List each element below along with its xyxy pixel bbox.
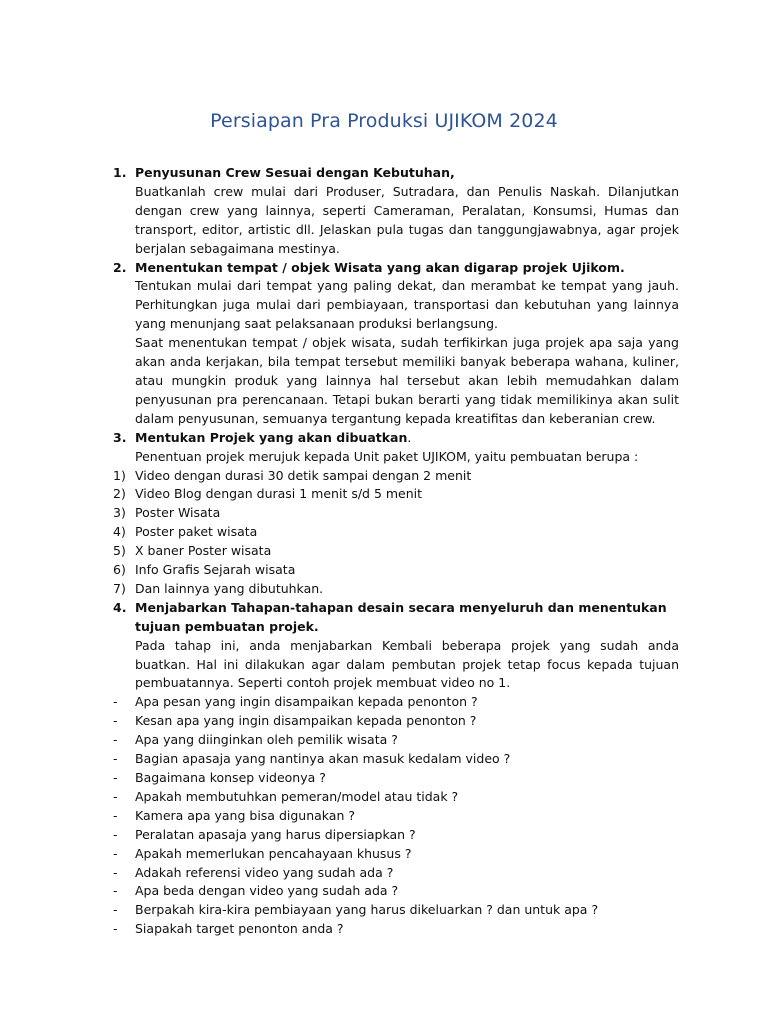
list-marker: - bbox=[113, 864, 118, 880]
list-item bbox=[113, 467, 679, 486]
list-item-text: Apa yang diinginkan oleh pemilik wisata ? bbox=[135, 732, 398, 748]
list-item bbox=[113, 788, 679, 807]
section-4 bbox=[113, 599, 679, 694]
list-item bbox=[113, 882, 679, 901]
question-list bbox=[113, 693, 679, 939]
list-item bbox=[113, 769, 679, 788]
list-item bbox=[113, 485, 679, 504]
section-heading: Menjabarkan Tahapan-tahapan desain secara menyeluruh dan menentukan tujuan pembuatan projek. bbox=[135, 599, 667, 634]
list-marker: - bbox=[113, 826, 118, 842]
list-marker: - bbox=[113, 921, 118, 937]
numbered-list bbox=[113, 467, 679, 599]
section-paragraph: Pada tahap ini, anda menjabarkan Kembali beberapa projek yang sudah anda buatkan. Hal ini dilakukan agar dalam pembutan projek tetap focus kepada tujuan pembuatannya. Seperti contoh projek membuat video no 1. bbox=[135, 637, 679, 691]
list-item bbox=[113, 920, 679, 939]
list-marker: 7) bbox=[113, 580, 126, 596]
section-2 bbox=[113, 259, 679, 429]
list-marker: - bbox=[113, 883, 118, 899]
section-number: 2. bbox=[113, 259, 127, 275]
list-item bbox=[113, 901, 679, 920]
section-heading: Menentukan tempat / objek Wisata yang akan digarap projek Ujikom. bbox=[135, 259, 625, 275]
list-item-text: Bagian apasaja yang nantinya akan masuk kedalam video ? bbox=[135, 751, 511, 767]
document-body bbox=[113, 164, 679, 939]
list-marker: 6) bbox=[113, 562, 126, 578]
list-marker: - bbox=[113, 751, 118, 767]
list-marker: - bbox=[113, 770, 118, 785]
section-number: 1. bbox=[113, 165, 127, 180]
list-item-text: Apakah memerlukan pencahayaan khusus ? bbox=[135, 845, 412, 861]
list-item bbox=[113, 561, 679, 580]
list-marker: 2) bbox=[113, 486, 126, 502]
list-item bbox=[113, 542, 679, 561]
list-marker: 3) bbox=[113, 505, 126, 521]
list-item bbox=[113, 693, 679, 712]
list-marker: - bbox=[113, 902, 118, 918]
section-1 bbox=[113, 164, 679, 259]
list-item bbox=[113, 845, 679, 864]
document-title: Persiapan Pra Produksi UJIKOM 2024 bbox=[210, 110, 558, 132]
list-item bbox=[113, 750, 679, 769]
list-item bbox=[113, 504, 679, 523]
list-item-text: Apakah membutuhkan pemeran/model atau tidak ? bbox=[135, 788, 459, 804]
list-item-text: Apa pesan yang ingin disampaikan kepada penonton ? bbox=[135, 694, 478, 710]
list-item-text: Peralatan apasaja yang harus dipersiapkan ? bbox=[135, 826, 416, 842]
list-item-text: Apa beda dengan video yang sudah ada ? bbox=[135, 883, 399, 899]
list-item-text: Kesan apa yang ingin disampaikan kepada penonton ? bbox=[135, 713, 477, 729]
list-marker: - bbox=[113, 732, 118, 748]
section-number: 3. bbox=[113, 429, 127, 445]
list-item-text: Poster paket wisata bbox=[135, 524, 258, 540]
list-item-text: Video Blog dengan durasi 1 menit s/d 5 menit bbox=[135, 486, 423, 502]
list-item-text: Poster Wisata bbox=[135, 505, 221, 521]
list-item bbox=[113, 864, 679, 883]
list-marker: 4) bbox=[113, 524, 126, 540]
section-heading: Mentukan Projek yang akan dibuatkan bbox=[135, 429, 408, 445]
list-item-text: Kamera apa yang bisa digunakan ? bbox=[135, 807, 356, 823]
heading-suffix: . bbox=[407, 429, 412, 445]
list-marker: 1) bbox=[113, 467, 126, 483]
list-marker: - bbox=[113, 807, 118, 823]
section-3 bbox=[113, 429, 679, 467]
list-item bbox=[113, 826, 679, 845]
section-paragraph: Buatkanlah crew mulai dari Produser, Sutradara, dan Penulis Naskah. Dilanjutkan dengan crew yang lainnya, seperti Cameraman, Peralatan, Konsumsi, Humas dan transport, editor, artistic dll. Jelaskan pula tugas dan tanggungjawabnya, agar projek berjalan sebagaimana mestinya. bbox=[135, 183, 679, 256]
list-item-text: Berpakah kira-kira pembiayaan yang harus dikeluarkan ? dan untuk apa ? bbox=[135, 902, 599, 918]
list-marker: - bbox=[113, 788, 118, 804]
list-item-text: Adakah referensi video yang sudah ada ? bbox=[135, 864, 394, 880]
section-paragraph: Penentuan projek merujuk kepada Unit paket UJIKOM, yaitu pembuatan berupa : bbox=[135, 448, 639, 464]
section-heading-line bbox=[135, 429, 679, 448]
list-item-text: X baner Poster wisata bbox=[135, 543, 272, 559]
list-item bbox=[113, 523, 679, 542]
list-marker: 5) bbox=[113, 543, 126, 559]
list-item bbox=[113, 580, 679, 599]
section-heading: Penyusunan Crew Sesuai dengan Kebutuhan, bbox=[135, 165, 455, 180]
section-paragraph: Saat menentukan tempat / objek wisata, sudah terfikirkan juga projek apa saja yang akan anda kerjakan, bila tempat tersebut memiliki banyak beberapa wahana, kuliner, atau mungkin produk yang lainnya hal tersebut akan lebih memudahkan dalam penyusunan pra perencanaan. Tetapi bukan berarti yang tidak memilikinya akan sulit dalam penyusunan, semuanya tergantung kepada kreatifitas dan keberanian crew. bbox=[135, 335, 679, 426]
list-item-text: Video dengan durasi 30 detik sampai dengan 2 menit bbox=[135, 467, 472, 483]
list-item-text: Bagaimana konsep videonya ? bbox=[135, 770, 326, 785]
list-item bbox=[113, 807, 679, 826]
list-marker: - bbox=[113, 713, 118, 729]
list-item-text: Siapakah target penonton anda ? bbox=[135, 921, 344, 937]
list-item bbox=[113, 731, 679, 750]
list-item-text: Info Grafis Sejarah wisata bbox=[135, 562, 296, 578]
list-item bbox=[113, 712, 679, 731]
section-number: 4. bbox=[113, 599, 127, 615]
list-item-text: Dan lainnya yang dibutuhkan. bbox=[135, 580, 324, 596]
list-marker: - bbox=[113, 845, 118, 861]
section-paragraph: Tentukan mulai dari tempat yang paling dekat, dan merambat ke tempat yang jauh. Perhitungkan juga mulai dari pembiayaan, transportasi dan kebutuhan yang lainnya yang menunjang saat pelaksanaan produksi berlangsung. bbox=[135, 278, 679, 332]
list-marker: - bbox=[113, 694, 118, 710]
